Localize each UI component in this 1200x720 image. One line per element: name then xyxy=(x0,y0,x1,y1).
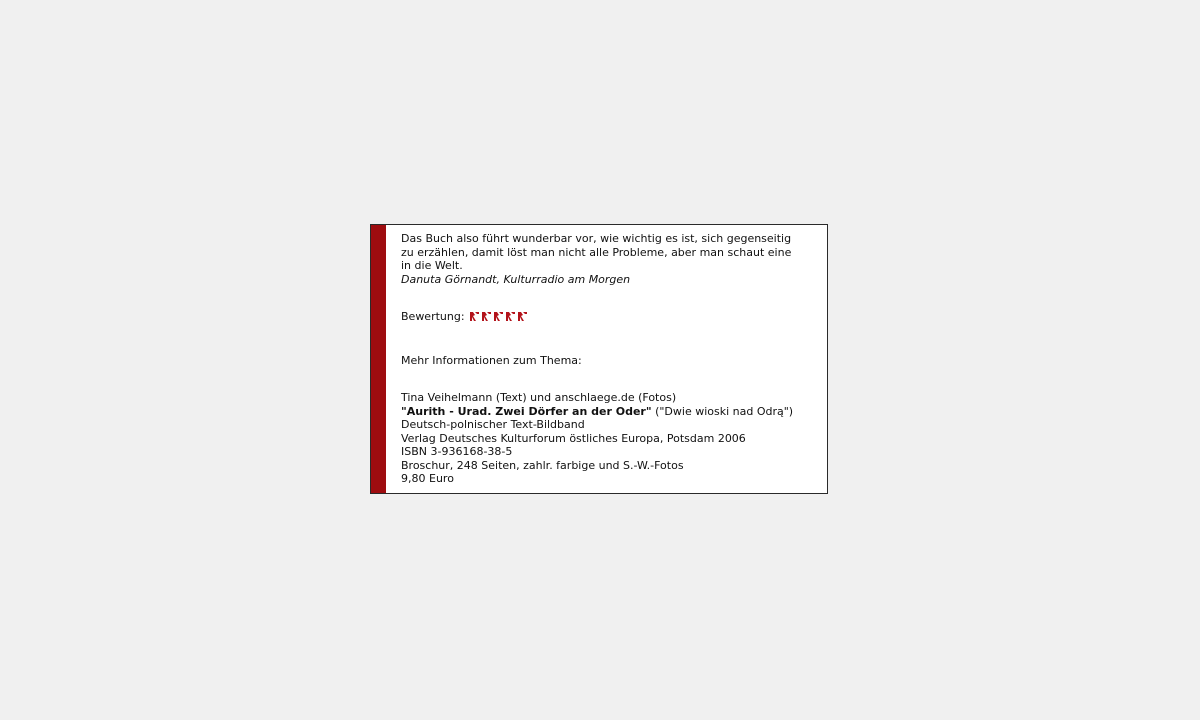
book-format: Broschur, 248 Seiten, zahlr. farbige und S.-W.-Fotos xyxy=(401,458,684,472)
review-line-1: Das Buch also führt wunderbar vor, wie wichtig es ist, sich gegenseitig xyxy=(401,232,792,245)
review-source: Danuta Görnandt, Kulturradio am Morgen xyxy=(401,272,631,286)
rating-label: Bewertung: xyxy=(401,310,465,323)
book-authors: Tina Veihelmann (Text) und anschlaege.de (Fotos) xyxy=(401,391,677,404)
book-price: 9,80 Euro xyxy=(401,472,454,485)
book-subtitle: Deutsch-polnischer Text-Bildband xyxy=(401,418,585,431)
review-line-2: zu erzählen, damit löst man nicht alle Probleme, aber man schaut eine xyxy=(401,245,792,259)
book-title: "Aurith - Urad. Zwei Dörfer an der Oder" xyxy=(401,404,652,418)
book-title-polish: ("Dwie wioski nad Odrą") xyxy=(655,404,794,418)
rating-icon xyxy=(469,311,480,322)
rating-icon xyxy=(493,311,504,322)
review-line-3: in die Welt. xyxy=(401,259,463,272)
rating-icon xyxy=(517,311,528,322)
article-panel xyxy=(370,224,828,494)
article-content xyxy=(401,232,827,486)
accent-bar xyxy=(371,225,386,493)
rating-icon xyxy=(481,311,492,322)
book-title-row xyxy=(401,405,827,419)
more-info-heading: Mehr Informationen zum Thema: xyxy=(401,353,582,367)
book-publisher: Verlag Deutsches Kulturforum östliches Europa, Potsdam 2006 xyxy=(401,431,746,445)
rating-stars xyxy=(469,311,528,322)
rating xyxy=(401,310,827,324)
book-isbn: ISBN 3-936168-38-5 xyxy=(401,445,513,458)
rating-icon xyxy=(505,311,516,322)
